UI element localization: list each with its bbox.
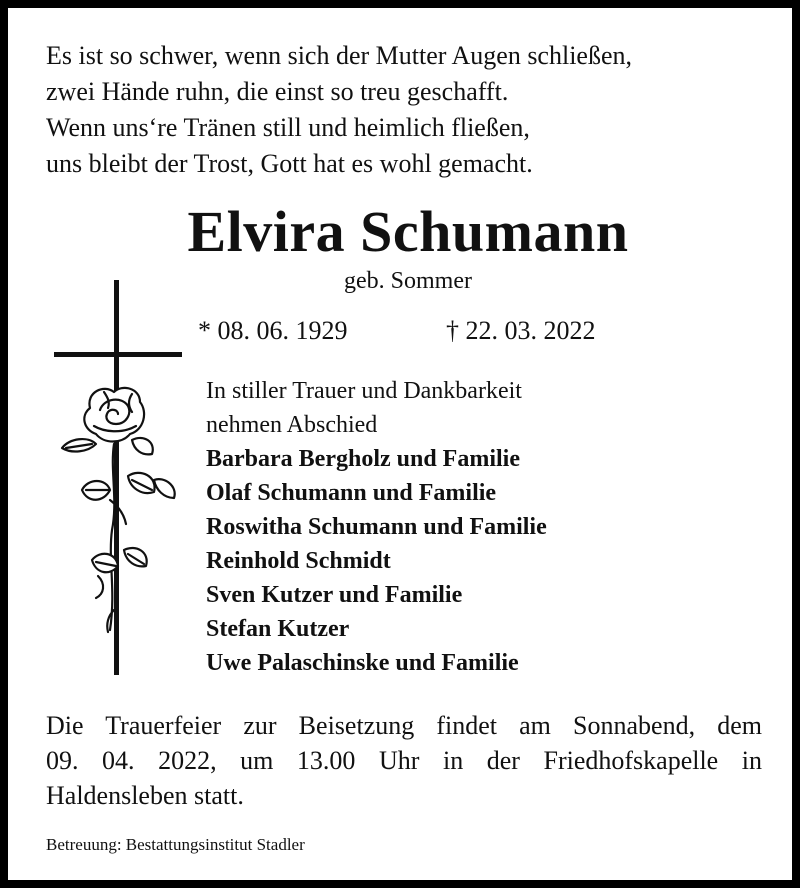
mourner-name: Sven Kutzer und Familie (206, 582, 463, 608)
funeral-service-info (46, 708, 762, 813)
mourners-section (206, 374, 547, 680)
service-line: Haldensleben statt. (46, 781, 244, 810)
mourner-name: Olaf Schumann und Familie (206, 480, 497, 506)
mourner-name: Barbara Bergholz und Familie (206, 446, 520, 472)
mourner-name: Uwe Palaschinske und Familie (206, 650, 519, 676)
poem-line: Wenn uns‘re Tränen still und heimlich fließen, (46, 113, 530, 142)
death-date: † 22. 03. 2022 (446, 316, 596, 345)
deceased-name: Elvira Schumann (187, 199, 629, 264)
mourner-name: Roswitha Schumann und Familie (206, 514, 547, 540)
poem-line: Es ist so schwer, wenn sich der Mutter Augen schließen, (46, 41, 633, 70)
mourner-name: Reinhold Schmidt (206, 548, 391, 574)
maiden-name: geb. Sommer (344, 268, 472, 294)
mourning-intro: In stiller Trauer und Dankbarkeit (206, 378, 522, 404)
poem-line: zwei Hände ruhn, die einst so treu geschafft. (46, 77, 509, 106)
poem (46, 38, 766, 182)
cross-icon (48, 280, 188, 680)
service-line: Die Trauerfeier zur Beisetzung findet am Sonnabend, dem (46, 711, 762, 740)
birth-date: * 08. 06. 1929 (198, 316, 348, 345)
poem-line: uns bleibt der Trost, Gott hat es wohl gemacht. (46, 149, 533, 178)
mourning-intro: nehmen Abschied (206, 412, 378, 438)
mourner-name: Stefan Kutzer (206, 616, 350, 642)
service-line: 09. 04. 2022, um 13.00 Uhr in der Friedhofskapelle in (46, 746, 762, 775)
funeral-home-credit: Betreuung: Bestattungsinstitut Stadler (46, 835, 305, 854)
